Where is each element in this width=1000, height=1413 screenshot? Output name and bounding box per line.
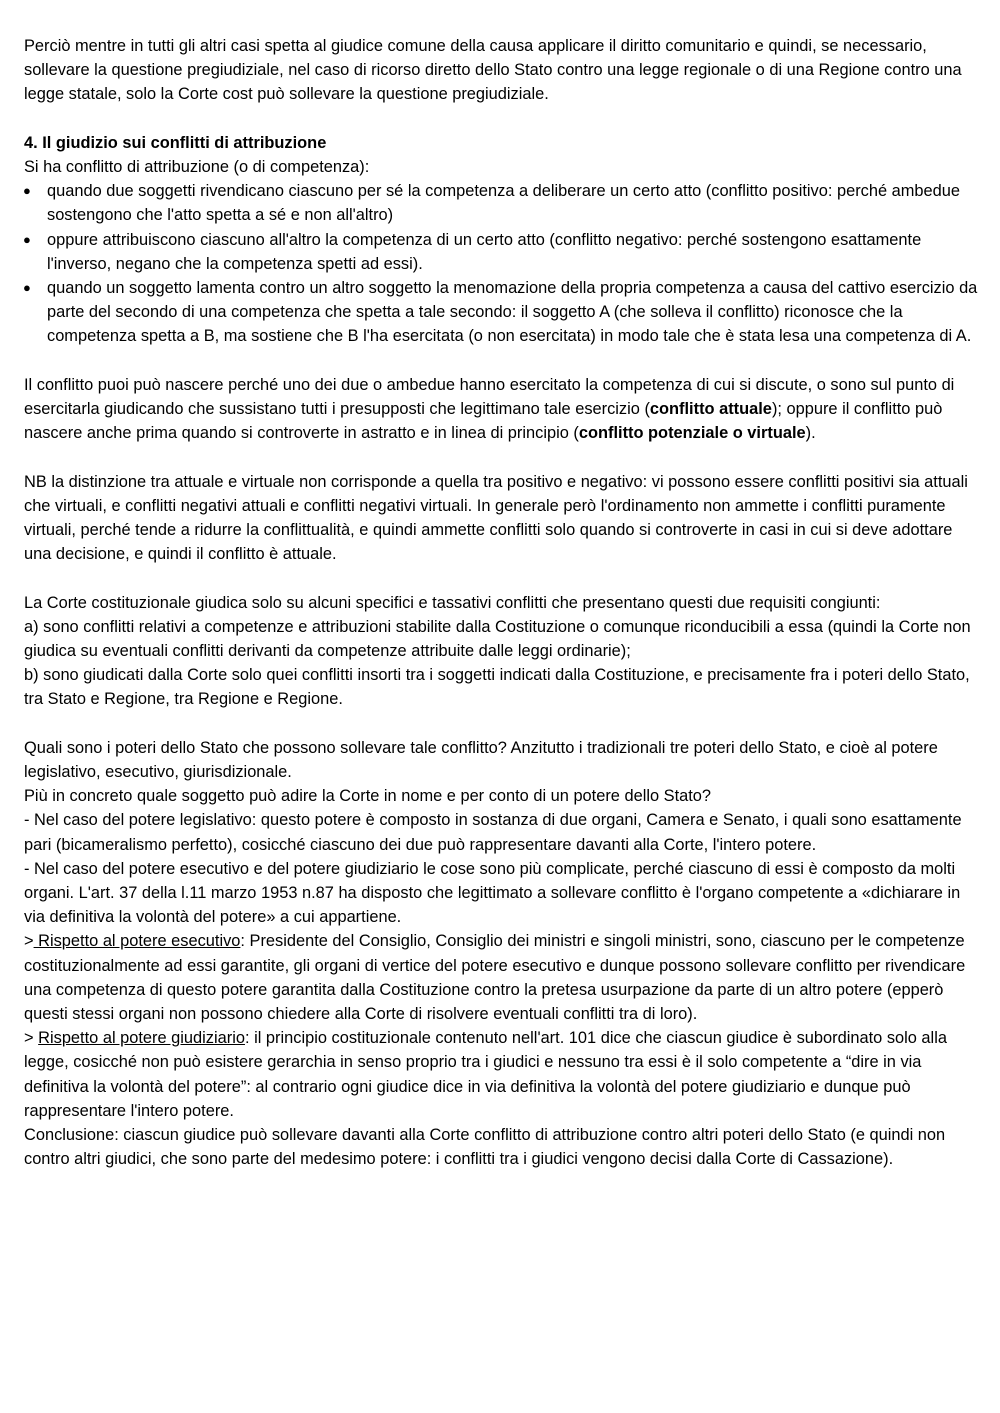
bold-term-virtuale: conflitto potenziale o virtuale — [578, 424, 806, 443]
text-run: ); oppure il conflitto può nascere anche prima quando si controverte in astratto e in linea di principio ( — [24, 400, 943, 443]
list-item — [24, 179, 984, 227]
spacer — [24, 445, 984, 469]
list-item-text: oppure attribuiscono ciascuno all'altro la competenza di un certo atto (conflitto negativo: perché sostengono esattamente l'inverso, negano che la competenza spetti ad essi). — [47, 230, 922, 273]
paragraph-corte: La Corte costituzionale giudica solo su alcuni specifici e tassativi conflitti che presentano questi due requisiti congiunti: — [24, 593, 881, 612]
spacer — [24, 107, 984, 131]
text-run: : Presidente del Consiglio, Consiglio dei ministri e singoli ministri, sono, ciascuno per le competenze costituzionalmente ad essi garantite, gli organi di vertice del potere esecutivo e dunque possono sollevare conflitto per rivendicare una competenza di questo potere garantita dalla Costituzione contro la pretesa usurpazione da parte di un altro potere (epperò questi stessi organi non possono chiedere alla Corte di risolvere eventuali conflitti tra di loro). — [24, 932, 966, 1024]
requirement-a: a) sono conflitti relativi a competenze e attribuzioni stabilite dalla Costituzione o comunque riconducibili a essa (quindi la Corte non giudica su eventuali conflitti derivanti da competenze attribuite dalle leggi ordinarie); — [24, 617, 971, 661]
paragraph-rispetto-esecutivo — [24, 929, 984, 1026]
list-item-text: quando un soggetto lamenta contro un altro soggetto la menomazione della propria competenza a causa del cattivo esercizio da parte del secondo di una competenza che spetta a tale secondo: il soggetto A (che solleva il conflitto) riconosce che la competenza spetta a B, ma sostiene che B l'ha esercitata (o non esercitata) in modo tale che è stata lesa una competenza di A. — [47, 279, 978, 346]
underlined-term: Rispetto al potere giudiziario — [38, 1029, 245, 1048]
paragraph-esecutivo-giudiziario: - Nel caso del potere esecutivo e del potere giudiziario le cose sono più complicate, perché ciascuno di essi è composto da molti organi. L'art. 37 della l.11 marzo 1953 n.87 ha disposto che legittimato a sollevare conflitto è l'organo competente a «dichiarare in via definitiva la volontà del potere» a cui appartiene. — [24, 859, 961, 927]
list-item-text: quando due soggetti rivendicano ciascuno per sé la competenza a deliberare un certo atto (conflitto positivo: perché ambedue sostengono che l'atto spetta a sé e non all'altro) — [47, 182, 960, 225]
paragraph-rispetto-giudiziario — [24, 1026, 984, 1123]
text-run: : il principio costituzionale contenuto nell'art. 101 dice che ciascun giudice è subordinato solo alla legge, cosicché non può esistere gerarchia in senso proprio tra i giudici e nessuno tra essi è il solo competente a “dire in via definitiva la volontà del potere”: al contrario ogni giudice dice in via definitiva la volontà del potere giudiziario e dunque può rappresentare l'intero potere. — [24, 1029, 947, 1120]
paragraph-nb: NB la distinzione tra attuale e virtuale non corrisponde a quella tra positivo e negativo: vi possono essere conflitti positivi sia attuali che virtuali, e conflitti negativi attuali e conflitti negativi virtuali. In generale però l'ordinamento non ammette i conflitti puramente virtuali, perché tende a ridurre la conflittualità, e quindi ammette conflitti solo quando si controverte in casi in cui si deve adottare una decisione, e quindi il conflitto è attuale. — [24, 472, 968, 564]
paragraph-legislativo: - Nel caso del potere legislativo: questo potere è composto in sostanza di due organi, Camera e Senato, i quali sono esattamente pari (bicameralismo perfetto), cosicché ciascuno dei due può rappresentare davanti alla Corte, l'intero potere. — [24, 811, 962, 854]
bullet-icon: ● — [23, 280, 31, 296]
paragraph-conflitto — [24, 373, 984, 446]
document-page — [24, 34, 984, 1171]
section-heading: 4. Il giudizio sui conflitti di attribuzione — [24, 133, 327, 152]
bold-term-attuale: conflitto attuale — [649, 400, 772, 419]
bullet-list — [24, 179, 984, 348]
paragraph-poteri-question: Quali sono i poteri dello Stato che possono sollevare tale conflitto? Anzitutto i tradizionali tre poteri dello Stato, e cioè al potere legislativo, esecutivo, giurisdizionale. — [24, 738, 938, 782]
text-run: > — [24, 1029, 39, 1048]
spacer — [24, 349, 984, 373]
paragraph-poteri-concreto: Più in concreto quale soggetto può adire la Corte in nome e per conto di un potere dello Stato? — [24, 787, 712, 806]
spacer — [24, 712, 984, 736]
requirement-b: b) sono giudicati dalla Corte solo quei conflitti insorti tra i soggetti indicati dalla Costituzione, e precisamente fra i poteri dello Stato, tra Stato e Regione, tra Regione e Regione. — [24, 666, 970, 709]
text-run: ). — [805, 424, 816, 443]
underlined-term: Rispetto al potere esecutivo — [33, 932, 241, 951]
text-run: Il conflitto puoi può nascere perché uno dei due o ambedue hanno esercitato la competenza di cui si discute, o sono sul punto di esercitarla giudicando che sussistano tutti i presupposti che legittimano tale esercizio ( — [24, 375, 955, 419]
bullet-icon: ● — [23, 231, 31, 247]
section-intro: Si ha conflitto di attribuzione (o di competenza): — [24, 158, 370, 176]
paragraph-intro: Perciò mentre in tutti gli altri casi spetta al giudice comune della causa applicare il diritto comunitario e quindi, se necessario, sollevare la questione pregiudiziale, nel caso di ricorso diretto dello Stato contro una legge regionale o di una Regione contro una legge statale, solo la Corte cost può sollevare la questione pregiudiziale. — [24, 37, 962, 104]
spacer — [24, 566, 984, 590]
paragraph-conclusione: Conclusione: ciascun giudice può sollevare davanti alla Corte conflitto di attribuzione contro altri poteri dello Stato (e quindi non contro altri giudici, che sono parte del medesimo potere: i conflitti tra i giudici vengono decisi dalla Corte di Cassazione). — [24, 1126, 946, 1169]
list-item — [24, 228, 984, 276]
list-item — [24, 276, 984, 349]
bullet-icon: ● — [23, 183, 31, 199]
text-run: > — [24, 932, 34, 951]
